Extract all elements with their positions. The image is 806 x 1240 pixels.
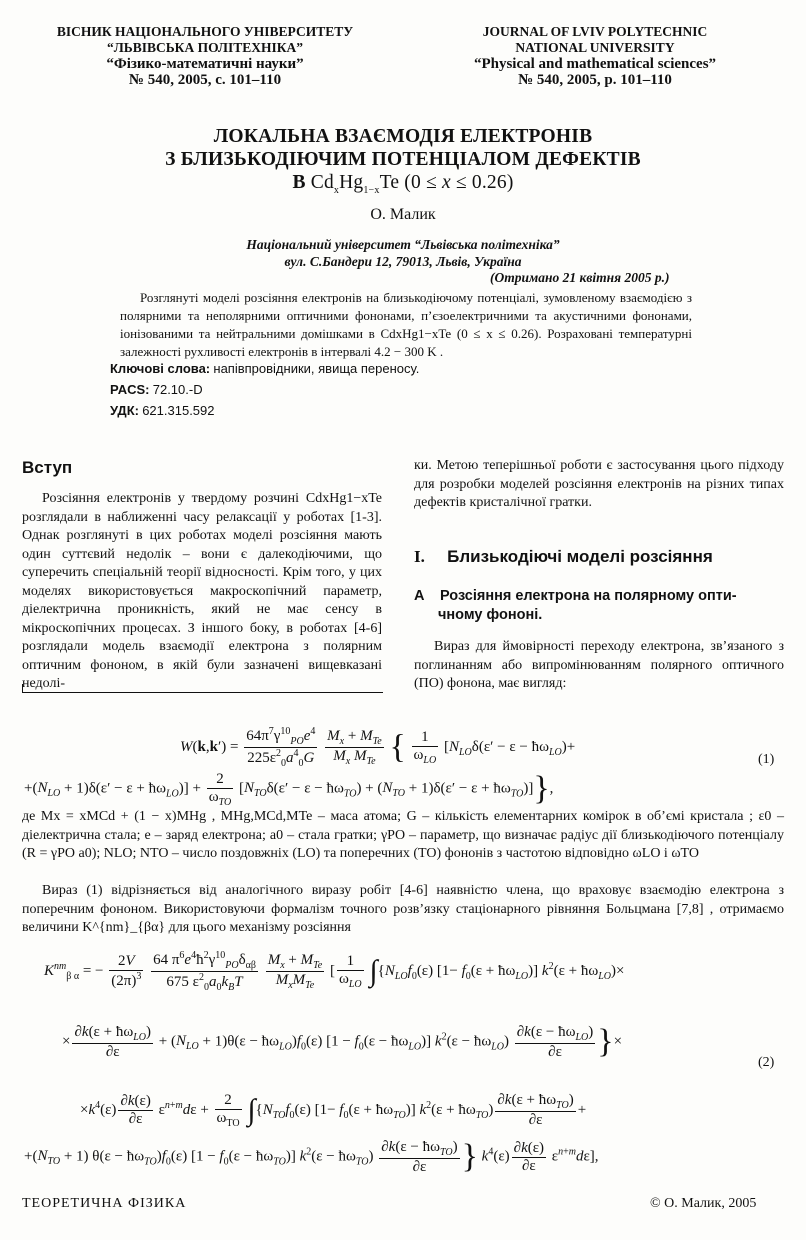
pacs-label: PACS: — [110, 382, 150, 397]
eq2-dk-lo-minus: $\frac{\partial k(\varepsilon - ħ\omega_{LO})}{\partial\varepsilon}$ — [516, 1023, 594, 1060]
section-1-title: Близькодіючі моделі розсіяння — [447, 547, 713, 566]
intro-heading: Вступ — [22, 458, 73, 477]
intro-text-left: Розсіяння електронів у твердому розчині CdxHg1−xTe розглядали в наближенні часу релаксації у роботах [1-3]. Однак розглянуті в цих роботах моделі розсіяння мають один суттєвий недолік – вони є далекодіючими, що суперечить спеціальній теорії відносності. Крім того, у цих моделях використовується макроскопічний параметр, діелектрична проникність, який не має сенсу в мікроскопічних процесах. З іншого боку, в роботах [4-6] розглядали модель взаємодії електрона з полярним оптичним фононом, в якій були зазначені вищевказані недолі- — [22, 491, 382, 691]
received-date: (Отримано 21 квітня 2005 р.) — [490, 270, 670, 285]
keywords-text: напівпровідники, явища переносу. — [213, 361, 420, 376]
affiliation — [100, 236, 706, 270]
eq1-prefactor: $\frac{64\pi^7\gamma^{10}_{PO}e^4}{225\varepsilon^2_0a^4_0G}$ — [246, 726, 316, 769]
eq2-dk-to-minus: $\frac{\partial k(\varepsilon - ħ\omega_{TO})}{\partial\varepsilon}$ — [381, 1138, 458, 1175]
eq1-two-over-omega-to: $\frac{2}{\omega_{TO}}$ — [208, 770, 232, 808]
eq2-dk-to-plus: $\frac{\partial k(\varepsilon + ħ\omega_{TO})}{\partial\varepsilon}$ — [497, 1092, 574, 1128]
keywords — [110, 361, 419, 377]
pacs — [110, 382, 203, 398]
equation-2-number: (2) — [758, 1055, 775, 1070]
author: О. Малик — [370, 206, 436, 223]
eq2-inv-omega-lo: $\frac{1}{\omega_{LO}}$ — [338, 953, 362, 990]
probability-paragraph — [414, 638, 784, 694]
paper-title-line1: ЛОКАЛЬНА ВЗАЄМОДІЯ ЕЛЕКТРОНІВ — [213, 126, 593, 147]
eq2-mass-ratio: $\frac{M_x + M_{Te}}{M_xM_{Te}}$ — [267, 952, 323, 991]
subsection-a-heading — [414, 587, 737, 625]
subsection-a-letter: A — [414, 588, 424, 604]
affiliation-line2: вул. С.Бандери 12, 79013, Львів, Україна — [284, 254, 522, 269]
eq2-dk: $\frac{\partial k(\varepsilon)}{\partial\varepsilon}$ — [120, 1093, 151, 1127]
intro-text-right: ки. Метою теперішньої роботи є застосування цього підходу для розробки моделей розсіяння електронів на різних типах дефектів кристалічної гратки. — [414, 458, 784, 510]
eq2-prefactor: $\frac{64 \pi^6e^4ħ^2\gamma^{10}_{PO}\delta_{\alpha\beta}}{675 \varepsilon^2_0a_0k_BT}$ — [153, 950, 256, 993]
journal-header-ukrainian — [40, 24, 370, 88]
eq1-inv-omega-lo: $\frac{1}{\omega_{LO}}$ — [413, 729, 437, 766]
eq1-remark-paragraph — [22, 882, 784, 938]
eq2-dk-lo-plus: $\frac{\partial k(\varepsilon + ħ\omega_{LO})}{\partial\varepsilon}$ — [74, 1023, 151, 1060]
udk-code: 621.315.592 — [142, 403, 215, 418]
equation-2-line4: $+(N_{TO} + 1) \theta(\varepsilon$ − $ħ\omega_{TO})f_0(\varepsilon)$ [$1 - f_0(\varepsilon$ − $ħ\omega_{TO}$)] $k^2(\varepsilon$ − $ħ\omega_{TO}$) $\frac{\partial k(\varepsilon - ħ\omega_{TO})}{\partial\varepsilon}$ } $k^4(\varepsilon)$ $\frac{\partial k(\varepsilon)}{\partial\varepsilon}$ $\varepsilon^{n+m}d\varepsilon$], — [24, 1138, 599, 1175]
equation-1-line1: W(k,k′) = $\frac{64\pi^7\gamma^{10}_{PO}e^4}{225\varepsilon^2_0a^4_0G}$ $\frac{M_x + M_{Te}}{M_x M_{Te}}$ { $\frac{1}{\omega_{LO}}$ [$N_{LO}\delta(\varepsilon' - \varepsilon$ − $ħ\omega_{LO})+$ — [180, 726, 576, 769]
footer-section-name: ТЕОРЕТИЧНА ФІЗИКА — [22, 1196, 187, 1211]
header-right-line4: № 540, 2005, p. 101–110 — [518, 72, 672, 88]
intro-paragraph-right — [414, 457, 784, 513]
subsection-a-title-line2: чному фононі. — [438, 607, 543, 623]
eq2-dk-end: $\frac{\partial k(\varepsilon)}{\partial\varepsilon}$ — [513, 1139, 545, 1174]
abstract: Розглянуті моделі розсіяння електронів на близькодіючому потенціалі, зумовленому взаємодією з полярними та неполярними оптичними фононами, п’єзоелектричними та акустичними фононами, іонізованими та нейтральними домішками в CdxHg1−xTe (0 ≤ x ≤ 0.26). Розраховані температурні залежності рухливості електронів в інтервалі 4.2 − 300 K . — [120, 290, 692, 359]
equation-2-line3: $\times k^4(\varepsilon)$ $\frac{\partial k(\varepsilon)}{\partial\varepsilon}$ $\varepsilon^{n+m}d\varepsilon$ + $\frac{2}{\omega_{TO}}$ $\int\{N_{TO}f_0(\varepsilon)$ [$1- f_0(\varepsilon$ + $ħ\omega_{TO}$)] $k^2(\varepsilon$ + $ħ\omega_{TO}$) $\frac{\partial k(\varepsilon + ħ\omega_{TO})}{\partial\varepsilon}$ + — [80, 1092, 587, 1129]
definitions-paragraph — [22, 808, 784, 864]
header-left-line1: ВІСНИК НАЦІОНАЛЬНОГО УНІВЕРСИТЕТУ — [56, 24, 354, 39]
header-right-line3: “Physical and mathematical sciences” — [473, 56, 717, 72]
paper-title-line2: З БЛИЗЬКОДІЮЧИМ ПОТЕНЦІАЛОМ ДЕФЕКТІВ — [165, 149, 641, 170]
eq1-remark-text: Вираз (1) відрізняється від аналогічного виразу робіт [4-6] наявністю члена, що враховує взаємодію електрона з поперечним фононом. Використовуючи формалізм точного розв’язку стаціонарного рівняння Больцмана [7,8] , отримаємо величини K^{nm}_{βα} для цього механізму розсіяння — [22, 883, 784, 935]
paper-title-line3: В $Cd_xHg_{1-x}Te$ (0 ≤ x ≤ 0.26) — [292, 172, 514, 196]
affiliation-line1: Національний університет “Львівська політехніка” — [246, 237, 560, 252]
equation-2-line2: × $\frac{\partial k(\varepsilon + ħ\omega_{LO})}{\partial\varepsilon}$ + $(N_{LO} + 1)\theta(\varepsilon$ − $ħ\omega_{LO})f_0(\varepsilon)$ [$1 - f_0(\varepsilon$ − $ħ\omega_{LO}$)] $k^2(\varepsilon$ − $ħ\omega_{LO}$) $\frac{\partial k(\varepsilon - ħ\omega_{LO})}{\partial\varepsilon}$ }× — [62, 1023, 623, 1060]
eq2-two-v: $\frac{2V}{(2\pi)^3}$ — [111, 953, 142, 989]
udk-label: УДК: — [110, 403, 139, 418]
equation-2-line1: $K^{nm}_{\beta \alpha}$ = − $\frac{2V}{(2\pi)^3}$ $\frac{64 \pi^6e^4ħ^2\gamma^{10}_{PO}\delta_{\alpha\beta}}{675 \varepsilon^2_0a_0k_BT}$ $\frac{M_x + M_{Te}}{M_xM_{Te}}$ [ $\frac{1}{\omega_{LO}}$ $\int\{N_{LO}f_0(\varepsilon)$ [$1- f_0(\varepsilon$ + $ħ\omega_{LO}$)] $k^2(\varepsilon$ + $ħ\omega_{LO})\times$ — [44, 950, 625, 993]
udk — [110, 403, 215, 419]
equation-1-number: (1) — [758, 752, 775, 767]
column-end-marker — [22, 684, 383, 693]
eq2-two-over-omega-to: $\frac{2}{\omega_{TO}}$ — [216, 1092, 240, 1129]
definitions-text: де Mx = xMCd + (1 − x)MHg , MHg,MCd,MTe – маса атома; G – кількість елементарних комірок в об’ємі кристала ; ε0 – діелектрична стала; e – заряд електрона; a0 – стала гратки; γPO – параметр, що визначає радіус дії близькодіючого потенціалу (R = γPO a0); NLO; NTO – число поздовжніх (LO) та поперечних (TO) фононів з частотою відповідно ωLO і ωTO — [22, 809, 784, 861]
header-right-line1: JOURNAL OF LVIV POLYTECHNIC — [482, 24, 708, 39]
keywords-label: Ключові слова: — [110, 361, 211, 376]
probability-text: Вираз для ймовірності переходу електрона, зв’язаного з поглинанням або випромінюванням полярного оптичного (ПО) фонона, має вигляд: — [414, 639, 784, 691]
intro-paragraph-left — [22, 490, 382, 694]
header-left-line2: “ЛЬВІВСЬКА ПОЛІТЕХНІКА” — [106, 40, 304, 55]
equation-1-line2: $+(N_{LO} + 1)\delta(\varepsilon' - \varepsilon$ + $ħ\omega_{LO}$)] + $\frac{2}{\omega_{TO}}$ [$N_{TO}\delta(\varepsilon' - \varepsilon$ − $ħ\omega_{TO}) + (N_{TO} + 1)\delta(\varepsilon' - \varepsilon$ + $ħ\omega_{TO}$)]}, — [24, 770, 554, 808]
header-right-line2: NATIONAL UNIVERSITY — [515, 40, 675, 55]
header-left-line3: “Фізико-математичні науки” — [106, 56, 304, 72]
section-1-number: I. — [414, 547, 425, 566]
eq1-mass-ratio: $\frac{M_x + M_{Te}}{M_x M_{Te}}$ — [327, 728, 382, 767]
subsection-a-title-line1: Розсіяння електрона на полярному опти- — [439, 588, 737, 604]
footer-copyright: © О. Малик, 2005 — [650, 1196, 757, 1211]
section-1-heading — [414, 547, 713, 567]
pacs-code: 72.10.-D — [152, 382, 203, 397]
journal-header-english — [430, 24, 760, 88]
header-left-line4: № 540, 2005, с. 101–110 — [128, 72, 282, 88]
